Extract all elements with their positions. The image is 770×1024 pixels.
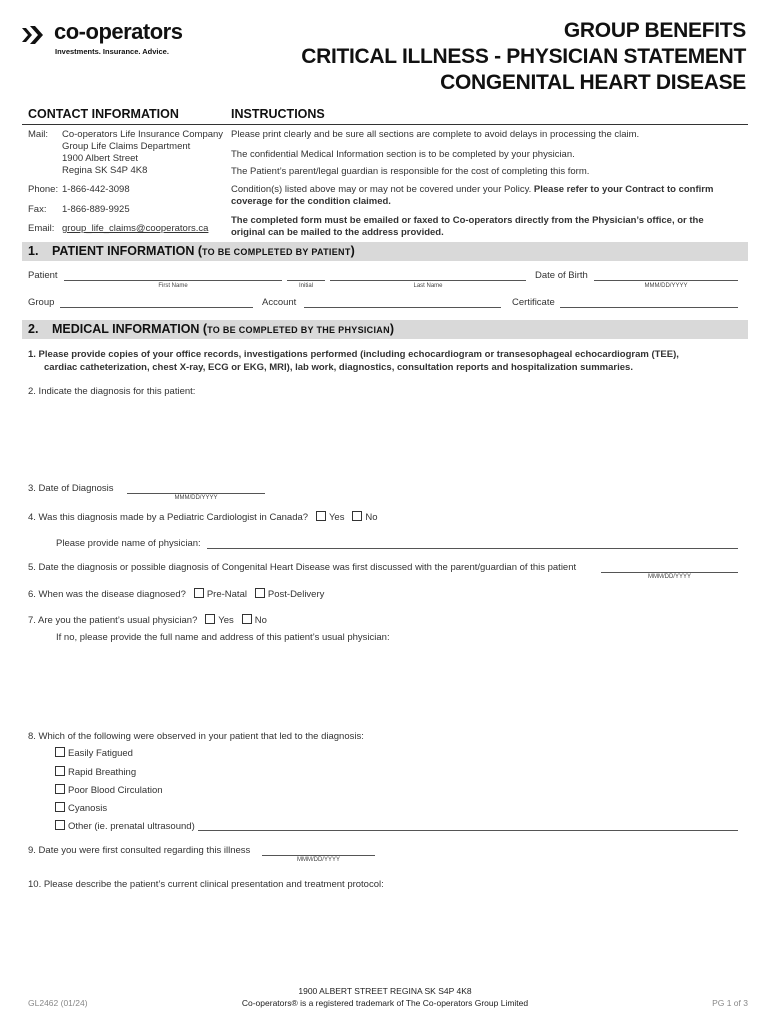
patient-first-name-field[interactable]: [64, 270, 282, 281]
email-label: Email:: [28, 223, 55, 234]
q7-no-label: No: [254, 615, 267, 626]
title-line-3: CONGENITAL HEART DISEASE: [440, 71, 746, 94]
question-1-line-2: cardiac catheterization, chest X-ray, ECG or EKG, MRI), lab work, diagnostics, consultation reports and hospitalization summaries.: [44, 362, 633, 373]
question-6: [28, 588, 324, 600]
symptom-cyanosis: [55, 802, 107, 814]
q7-yes-checkbox[interactable]: [205, 614, 215, 624]
other-checkbox[interactable]: [55, 820, 65, 830]
patient-initial-field[interactable]: [287, 270, 325, 281]
mail-line: 1900 Albert Street: [62, 153, 139, 164]
fax-label: Fax:: [28, 204, 47, 215]
cyanosis-label: Cyanosis: [68, 803, 108, 814]
question-9: 9. Date you were first consulted regarding this illness: [28, 845, 251, 856]
footer-address: 1900 ALBERT STREET REGINA SK S4P 4K8: [298, 986, 472, 996]
initial-caption: Initial: [298, 283, 313, 289]
instructions-heading: INSTRUCTIONS: [231, 107, 325, 121]
question-1-line-1: 1. Please provide copies of your office records, investigations performed (including echocardiogram or transesophageal echocardiogram (TEE),: [28, 349, 679, 360]
question-7-sub: If no, please provide the full name and address of this patient’s usual physician:: [56, 632, 390, 643]
fax-number: 1-866-889-9925: [62, 204, 130, 215]
group-label: Group: [28, 297, 55, 308]
q7-no-checkbox[interactable]: [242, 614, 252, 624]
physician-name-field[interactable]: [207, 538, 738, 549]
last-name-caption: Last Name: [413, 283, 443, 289]
phone-number: 1-866-442-3098: [62, 184, 130, 195]
account-label: Account: [262, 297, 297, 308]
mail-line: Regina SK S4P 4K8: [62, 165, 148, 176]
cyanosis-checkbox[interactable]: [55, 802, 65, 812]
question-10: 10. Please describe the patient’s current clinical presentation and treatment protocol:: [28, 879, 384, 890]
form-title: [301, 18, 746, 96]
page-number: PG 1 of 3: [712, 998, 748, 1008]
first-name-caption: First Name: [158, 283, 188, 289]
section-1-number: 1.: [28, 244, 39, 258]
instruction-4: [231, 184, 713, 208]
question-7: [28, 614, 267, 626]
section-2-close: ): [389, 322, 395, 336]
instruction-5-line-2: original can be mailed to the address provided.: [231, 227, 444, 238]
mail-address: [62, 129, 223, 177]
q4-yes-checkbox[interactable]: [316, 511, 326, 521]
post-delivery-label: Post-Delivery: [267, 589, 325, 600]
poor-blood-circulation-checkbox[interactable]: [55, 784, 65, 794]
mail-line: Co-operators Life Insurance Company: [62, 129, 224, 140]
question-6-text: 6. When was the disease diagnosed?: [28, 589, 186, 600]
q7-yes-label: Yes: [218, 615, 234, 626]
title-line-1: GROUP BENEFITS: [563, 19, 746, 42]
first-discussed-date-caption: MMM/DD/YYYY: [647, 574, 691, 580]
physician-name-label: Please provide name of physician:: [56, 538, 201, 549]
date-of-diagnosis-caption: MMM/DD/YYYY: [174, 495, 218, 501]
dob-label: Date of Birth: [535, 270, 588, 281]
section-1-subtitle: TO BE COMPLETED BY PATIENT: [201, 247, 351, 257]
phone-label: Phone:: [28, 184, 59, 195]
instruction-4-bold-2: coverage for the condition claimed.: [231, 196, 391, 207]
certificate-label: Certificate: [512, 297, 555, 308]
other-label: Other (ie. prenatal ultrasound): [68, 821, 195, 832]
certificate-field[interactable]: [560, 297, 738, 308]
title-line-2: CRITICAL ILLNESS - PHYSICIAN STATEMENT: [301, 45, 746, 68]
section-1-title: PATIENT INFORMATION (: [52, 244, 202, 258]
pre-natal-label: Pre-Natal: [206, 589, 247, 600]
brand-name: co-operators: [54, 19, 183, 44]
q4-no-checkbox[interactable]: [352, 511, 362, 521]
dob-field[interactable]: [594, 270, 738, 281]
header-divider: [22, 124, 748, 125]
instruction-4-bold: Please refer to your Contract to confirm: [533, 184, 714, 195]
question-7-text: 7. Are you the patient’s usual physician?: [28, 615, 198, 626]
account-field[interactable]: [304, 297, 501, 308]
contact-heading: CONTACT INFORMATION: [28, 107, 179, 121]
instruction-5: [231, 215, 704, 239]
first-consulted-date-caption: MMM/DD/YYYY: [296, 857, 340, 863]
poor-blood-circulation-label: Poor Blood Circulation: [68, 785, 163, 796]
section-1-close: ): [350, 244, 355, 258]
form-code: GL2462 (01/24): [28, 998, 88, 1008]
mail-label: Mail:: [28, 129, 49, 140]
section-2-subtitle: TO BE COMPLETED BY THE PHYSICIAN: [207, 325, 390, 335]
mail-line: Group Life Claims Department: [62, 141, 191, 152]
date-of-diagnosis-field[interactable]: [127, 483, 265, 494]
q4-no-label: No: [365, 512, 378, 523]
instruction-2: The confidential Medical Information section is to be completed by your physician.: [231, 149, 575, 160]
instruction-5-line-1: The completed form must be emailed or faxed to Co-operators directly from the Physician’s office, or the: [231, 215, 704, 226]
instruction-3: The Patient’s parent/legal guardian is responsible for the cost of completing this form.: [231, 166, 590, 177]
easily-fatigued-checkbox[interactable]: [55, 747, 65, 757]
section-2-title: MEDICAL INFORMATION (: [52, 322, 208, 336]
section-2-header: [22, 320, 748, 339]
question-3: 3. Date of Diagnosis: [28, 483, 114, 494]
question-4-text: 4. Was this diagnosis made by a Pediatric Cardiologist in Canada?: [28, 512, 309, 523]
q4-yes-label: Yes: [328, 512, 345, 523]
patient-last-name-field[interactable]: [330, 270, 526, 281]
post-delivery-checkbox[interactable]: [255, 588, 265, 598]
easily-fatigued-label: Easily Fatigued: [68, 748, 133, 759]
email-link[interactable]: group_life_claims@cooperators.ca: [62, 223, 209, 234]
question-2: 2. Indicate the diagnosis for this patient:: [28, 386, 196, 397]
first-consulted-date-field[interactable]: [262, 845, 375, 856]
first-discussed-date-field[interactable]: [601, 562, 738, 573]
instruction-4-text: Condition(s) listed above may or may not be covered under your Policy.: [231, 184, 534, 195]
symptom-easily-fatigued: [55, 747, 133, 759]
question-5: 5. Date the diagnosis or possible diagnosis of Congenital Heart Disease was first discussed with the parent/guardian of this patient: [28, 562, 577, 573]
question-4: [28, 511, 378, 523]
patient-label: Patient: [28, 270, 58, 281]
instruction-1: Please print clearly and be sure all sections are complete to avoid delays in processing the claim.: [231, 129, 640, 140]
footer-trademark: Co-operators® is a registered trademark of The Co-operators Group Limited: [241, 998, 529, 1008]
dob-format-caption: MMM/DD/YYYY: [644, 283, 688, 289]
rapid-breathing-label: Rapid Breathing: [68, 767, 137, 778]
brand-tagline: Investments. Insurance. Advice.: [55, 47, 169, 56]
symptom-other: [55, 820, 195, 832]
section-1-header: [22, 242, 748, 261]
symptom-rapid-breathing: [55, 766, 136, 778]
section-2-number: 2.: [28, 322, 39, 336]
group-field[interactable]: [60, 297, 253, 308]
rapid-breathing-checkbox[interactable]: [55, 766, 65, 776]
question-8: 8. Which of the following were observed in your patient that led to the diagnosis:: [28, 731, 364, 742]
other-symptom-field[interactable]: [198, 820, 738, 831]
co-operators-logo-icon: [22, 24, 48, 46]
pre-natal-checkbox[interactable]: [194, 588, 204, 598]
symptom-poor-blood-circulation: [55, 784, 163, 796]
